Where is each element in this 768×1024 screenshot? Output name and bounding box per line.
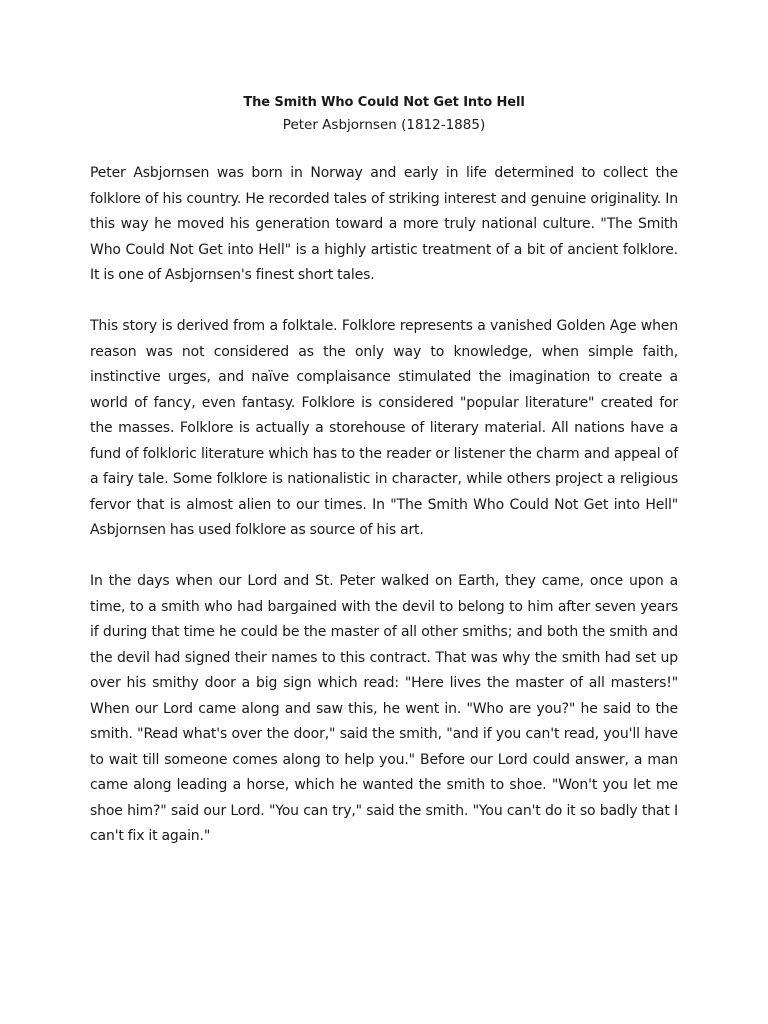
paragraph-story: In the days when our Lord and St. Peter walked on Earth, they came, once upon a time, to a smith who had bargained with the devil to belong to him after seven years if during that time he could be the master of all other smiths; and both the smith and the devil had signed their names to this contract. That was why the smith had set up over his smithy door a big sign which read: "Here lives the master of all masters!" When our Lord came along and saw this, he went in. "Who are you?" he said to the smith. "Read what's over the door," said the smith, "and if you can't read, you'll have to wait till someone comes along to help you." Before our Lord could answer, a man came along leading a horse, which he wanted the smith to shoe. "Won't you let me shoe him?" said our Lord. "You can try," said the smith. "You can't do it so badly that I can't fix it again."	[90, 573, 678, 844]
document-author: Peter Asbjornsen (1812-1885)	[282, 117, 486, 133]
paragraph-intro: Peter Asbjornsen was born in Norway and early in life determined to collect the folklore of his country. He recorded tales of striking interest and genuine originality. In this way he moved his generation toward a more truly national culture. "The Smith Who Could Not Get into Hell" is a highly artistic treatment of a bit of ancient folklore. It is one of Asbjornsen's finest short tales.	[90, 165, 678, 283]
document-title: The Smith Who Could Not Get Into Hell	[243, 95, 525, 110]
document-page	[90, 92, 678, 875]
paragraph-folklore: This story is derived from a folktale. Folklore represents a vanished Golden Age when reason was not considered as the only way to knowledge, when simple faith, instinctive urges, and naïve complaisance stimulated the imagination to create a world of fancy, even fantasy. Folklore is considered "popular literature" created for the masses. Folklore is actually a storehouse of literary material. All nations have a fund of folkloric literature which has to the reader or listener the charm and appeal of a fairy tale. Some folklore is nationalistic in character, while others project a religious fervor that is almost alien to our times. In "The Smith Who Could Not Get into Hell" Asbjornsen has used folklore as source of his art.	[90, 318, 678, 538]
